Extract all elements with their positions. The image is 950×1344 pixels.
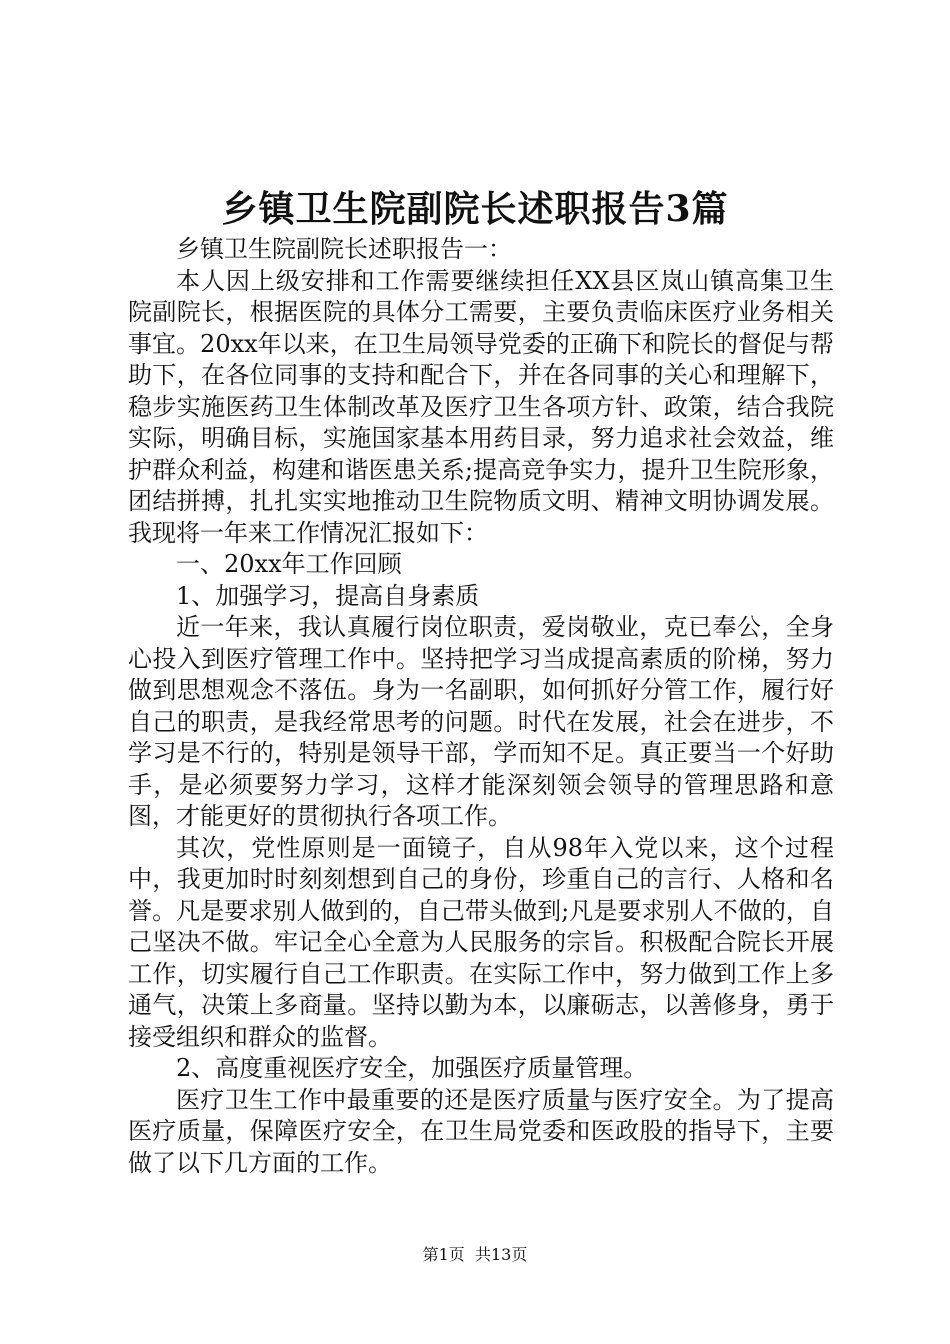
paragraph-safety: 医疗卫生工作中最重要的还是医疗质量与医疗安全。为了提高医疗质量，保障医疗安全，在卫生局党委和医政股的指导下，主要做了以下几方面的工作。 bbox=[128, 1085, 834, 1177]
footer-spacer bbox=[465, 1245, 475, 1264]
paragraph-report-heading: 乡镇卫生院副院长述职报告一： bbox=[176, 235, 512, 263]
page-number: 第1页 bbox=[422, 1245, 465, 1264]
paragraph-party-principle: 其次，党性原则是一面镜子，自从98年入党以来，这个过程中，我更加时时刻刻想到自己的身份，珍重自己的言行、人格和名誉。凡是要求别人做到的，自己带头做到;凡是要求别人不做的，自己坚决不做。牢记全心全意为人民服务的宗旨。积极配合院长开展工作，切实履行自己工作职责。在实际工作中，努力做到工作上多通气，决策上多商量。坚持以勤为本，以廉砺志，以善修身，勇于接受组织和群众的监督。 bbox=[128, 833, 834, 1051]
subsection-heading-study: 1、加强学习，提高自身素质 bbox=[176, 581, 480, 610]
paragraph-intro: 本人因上级安排和工作需要继续担任XX县区岚山镇高集卫生院副院长，根据医院的具体分工需要，主要负责临床医疗业务相关事宜。20xx年以来，在卫生局领导党委的正确下和院长的督促与帮助下，在各位同事的支持和配合下，并在各同事的关心和理解下，稳步实施医药卫生体制改革及医疗卫生各项方针、政策，结合我院实际，明确目标，实施国家基本用药目录，努力追求社会效益，维护群众利益，构建和谐医患关系;提高竞争实力，提升卫生院形象，团结拼搏，扎扎实实地推动卫生院物质文明、精神文明协调发展。我现将一年来工作情况汇报如下： bbox=[128, 266, 834, 547]
section-heading-review: 一、20xx年工作回顾 bbox=[176, 550, 402, 578]
page-total: 共13页 bbox=[474, 1245, 528, 1264]
page-title: 乡镇卫生院副院长述职报告3篇 bbox=[221, 188, 729, 230]
paragraph-study: 近一年来，我认真履行岗位职责，爱岗敬业，克已奉公，全身心投入到医疗管理工作中。坚持把学习当成提高素质的阶梯，努力做到思想观念不落伍。身为一名副职，如何抓好分管工作，履行好自己的职责，是我经常思考的问题。时代在发展，社会在进步，不学习是不行的，特别是领导干部，学而知不足。真正要当一个好助手，是必须要努力学习，这样才能深刻领会领导的管理思路和意图，才能更好的贯彻执行各项工作。 bbox=[128, 613, 834, 830]
subsection-heading-safety: 2、高度重视医疗安全，加强医疗质量管理。 bbox=[176, 1054, 648, 1082]
document-body bbox=[128, 234, 834, 1179]
page-footer bbox=[0, 1244, 950, 1266]
